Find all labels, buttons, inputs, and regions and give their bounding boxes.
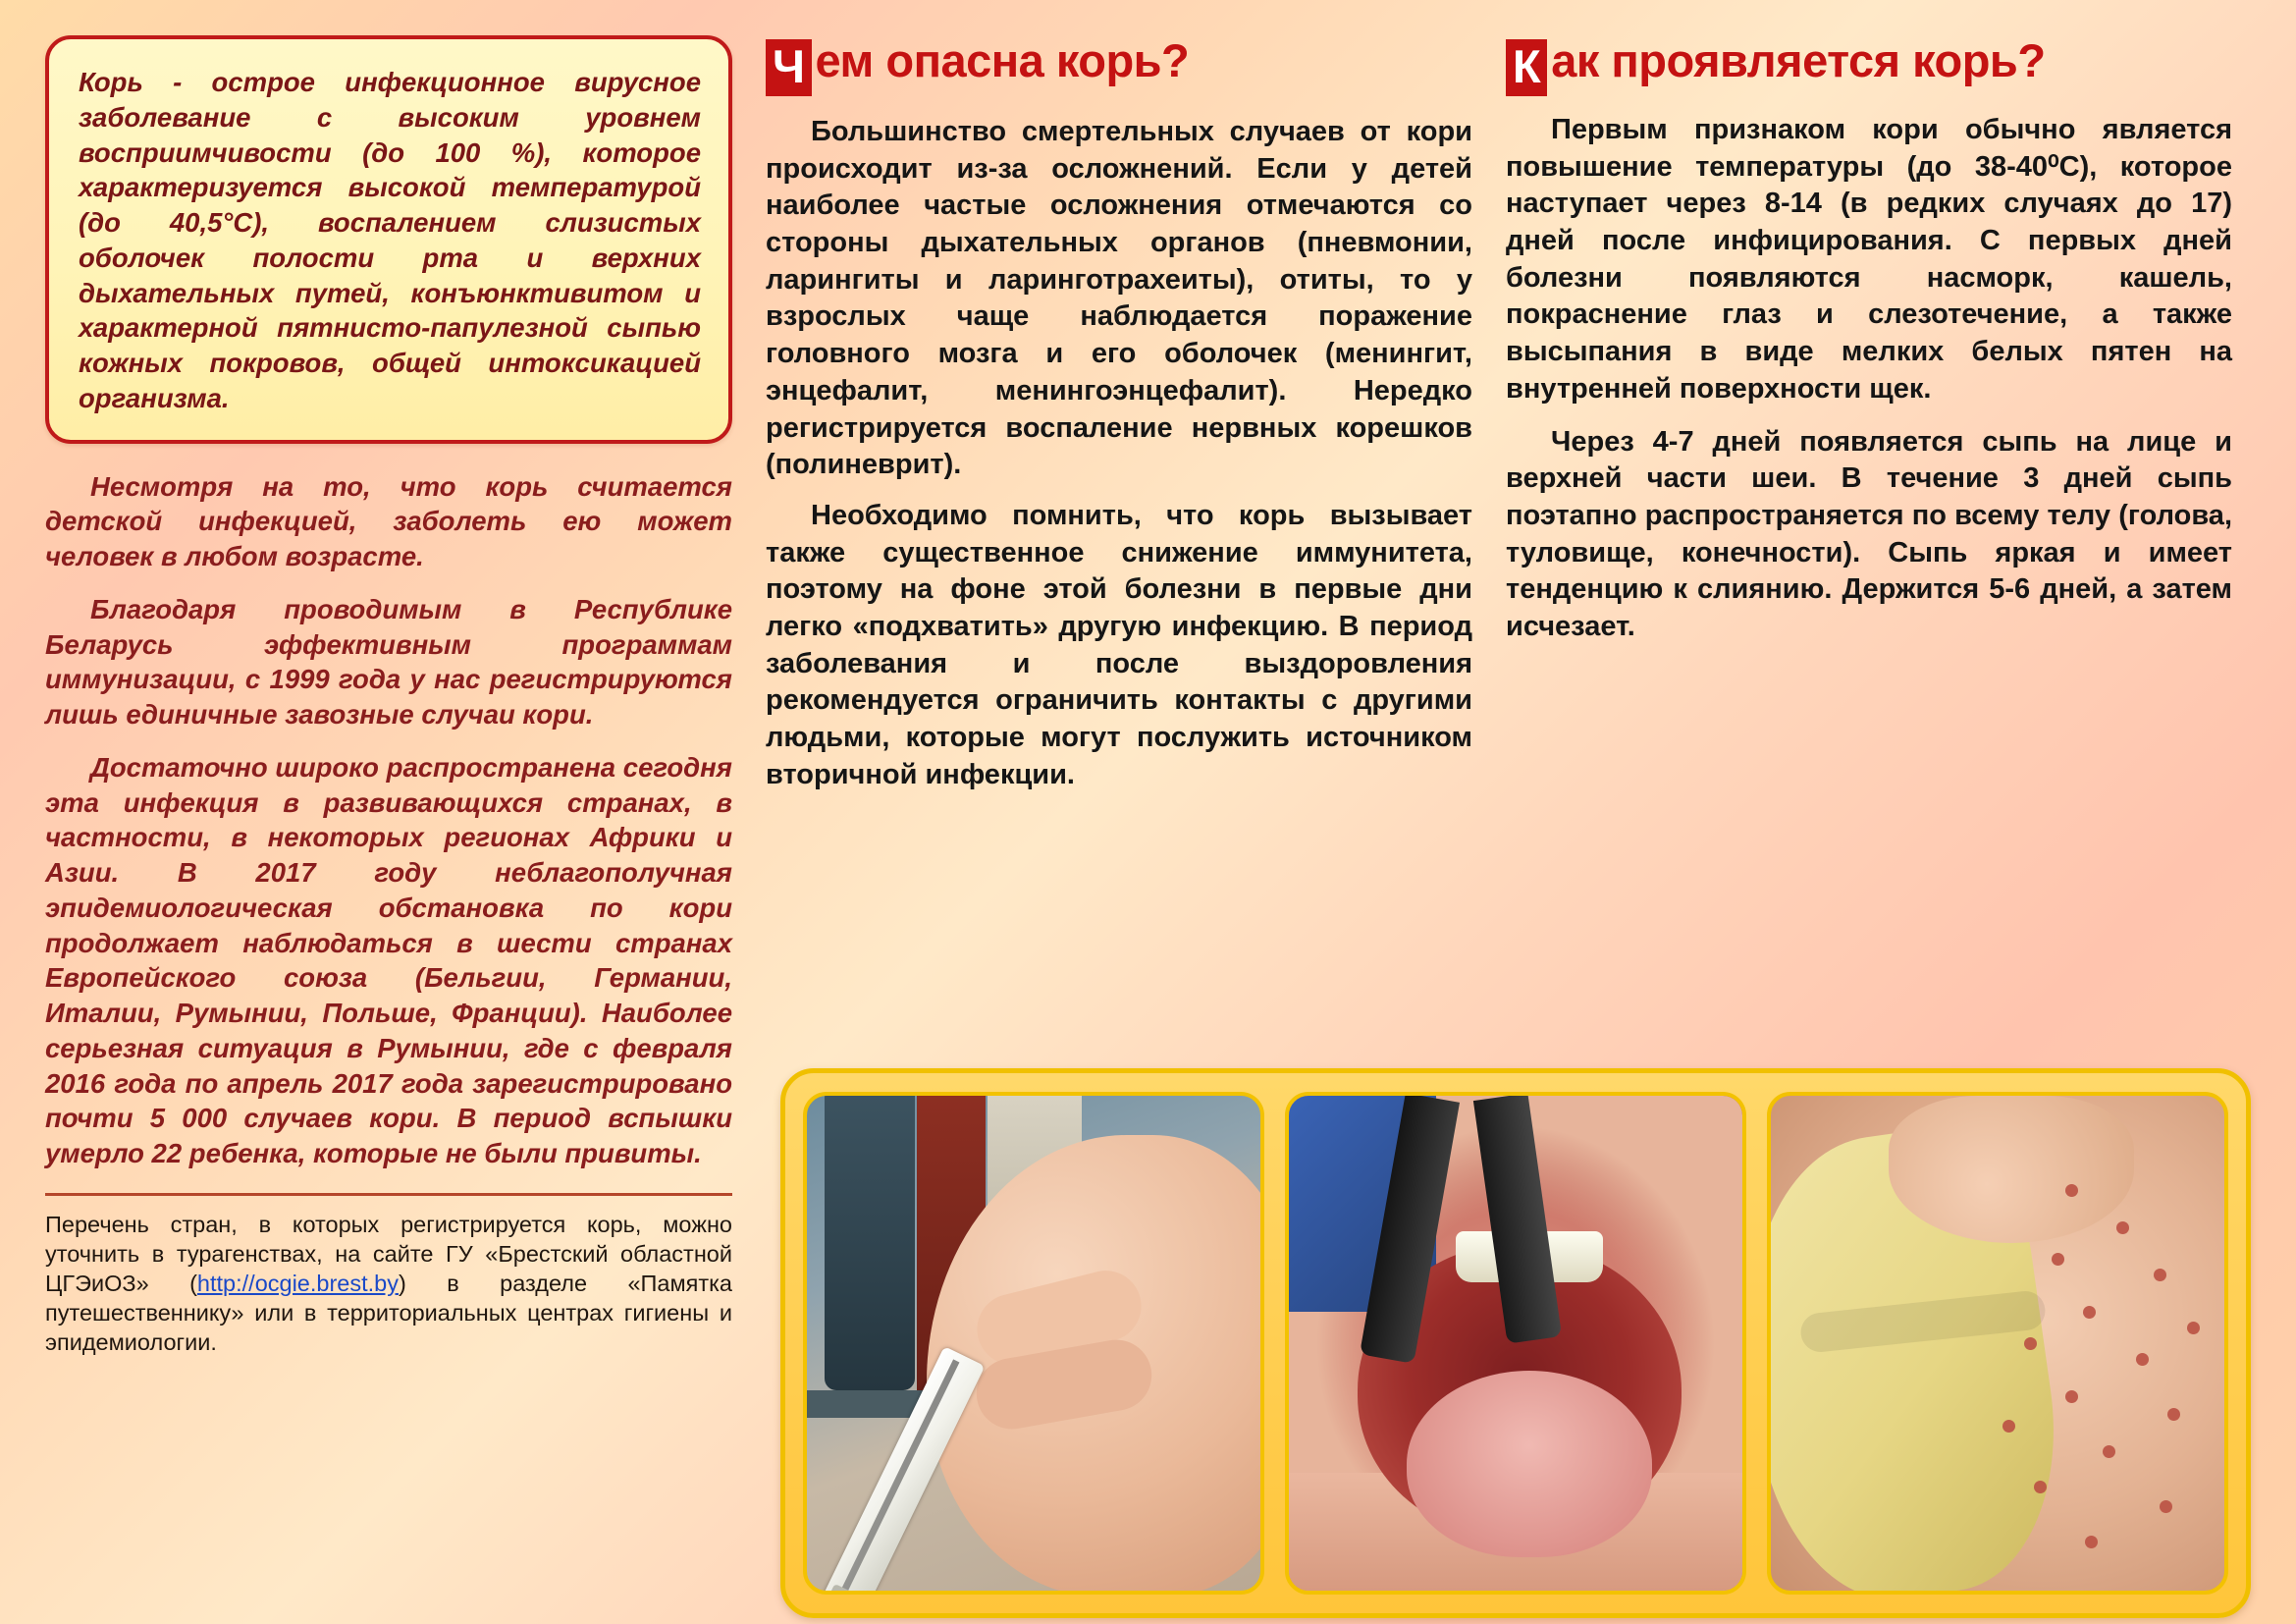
rash-spot [2034, 1481, 2047, 1493]
mouth-exam-photo [1285, 1092, 1746, 1595]
rash-spot [2002, 1420, 2015, 1433]
divider-rule [45, 1193, 732, 1196]
middle-heading-dropcap: Ч [766, 39, 812, 96]
cgeioz-link[interactable]: http://ocgie.brest.by [196, 1270, 399, 1296]
footnote-text-after: ) в разделе «Памятка путешественнику» или в территориальных центрах гигиены и эпидемиологии. [45, 1270, 732, 1356]
right-heading-dropcap: К [1506, 39, 1547, 96]
middle-heading [766, 35, 1472, 96]
rash-spot [2052, 1253, 2064, 1266]
rash-spot [2160, 1500, 2172, 1513]
rash-spot [2187, 1322, 2200, 1334]
left-column [45, 35, 732, 1595]
rash-spot [2083, 1306, 2096, 1319]
middle-heading-rest: ем опасна корь? [815, 34, 1190, 86]
right-paragraph-1: Первым признаком кори обычно является повышение температуры (до 38-40⁰С), которое наступает через 8-14 (в редких случаях до 17) дней после инфицирования. С первых дней болезни появляются насморк, кашель, покраснение глаз и слезотечение, а также высыпания в виде мелких белых пятен на внутренней поверхности щек. [1506, 114, 2232, 405]
right-paragraph-2: Через 4-7 дней появляется сыпь на лице и верхней части шеи. В течение 3 дней сыпь поэтапно распространяется по всему телу (голова, туловище, конечности). Сыпь яркая и имеет тенденцию к слиянию. Держится 5-6 дней, а затем исчезает. [1506, 425, 2232, 642]
rash-spot [2103, 1445, 2115, 1458]
rash-spot [2116, 1221, 2129, 1234]
thermometer-photo [803, 1092, 1264, 1595]
rash-shoulder-photo [1767, 1092, 2228, 1595]
rash-spot [2085, 1536, 2098, 1548]
rash-spot [2024, 1337, 2037, 1350]
photo1-bottle-a [825, 1096, 915, 1390]
left-paragraph-2: Благодаря проводимым в Республике Беларусь эффективным программам иммунизации, с 1999 года у нас регистрируются лишь единичные завозные случаи кори. [45, 593, 732, 730]
definition-text: Корь - острое инфекционное вирусное заболевание с высоким уровнем восприимчивости (до 100 %), которое характеризуется высокой температурой (до 40,5°С), воспалением слизистых оболочек полости рта и верхних дыхательных путей, конъюнктивитом и характерной пятнисто-папулезной сыпью кожных покровов, общей интоксикацией организма. [79, 67, 701, 413]
rash-spot [2167, 1408, 2180, 1421]
left-paragraph-1: Несмотря на то, что корь считается детской инфекцией, заболеть ею может человек в любом возрасте. [45, 470, 732, 571]
footnote-text-before: Перечень стран, в которых регистрируется корь, можно уточнить в турагенствах, на сайте ГУ «Брестский областной ЦГЭиОЗ» ( [45, 1211, 732, 1296]
rash-spot [2065, 1184, 2078, 1197]
middle-paragraph-1: Большинство смертельных случаев от кори происходит из-за осложнений. Если у детей наиболее частые осложнения отмечаются со стороны дыхательных органов (пневмонии, ларингиты и ларинготрахеиты), отиты, то у взрослых чаще наблюдается поражение головного мозга и его оболочек (менингит, энцефалит, менингоэнцефалит). Нередко регистрируется воспаление нервных корешков (полиневрит). [766, 116, 1472, 481]
middle-paragraph-2: Необходимо помнить, что корь вызывает также существенное снижение иммунитета, поэтому на фоне этой болезни в первые дни легко «подхватить» другую инфекцию. В период заболевания и после выздоровления рекомендуется ограничить контакты с другими людьми, которые могут послужить источником вторичной инфекции. [766, 499, 1472, 790]
right-heading-rest: ак проявляется корь? [1551, 34, 2046, 86]
rash-spot [2065, 1390, 2078, 1403]
photo2-tongue [1407, 1371, 1652, 1557]
right-heading [1506, 35, 2232, 96]
left-paragraph-3: Достаточно широко распространена сегодня эта инфекция в развивающихся странах, в частности, в некоторых регионах Африки и Азии. В 2017 году неблагополучная эпидемиологическая обстановка по кори продолжает наблюдаться в шести странах Европейского союза (Бельгии, Германии, Италии, Румынии, Польше, Франции). Наиболее серьезная ситуация в Румынии, где с февраля 2016 года по апрель 2017 года зарегистрировано почти 5 000 случаев кори. В период вспышки умерло 22 ребенка, которые не были привиты. [45, 751, 732, 1168]
rash-spot [2154, 1269, 2166, 1281]
photo-strip [780, 1068, 2251, 1618]
definition-callout [45, 35, 732, 444]
footnote [45, 1210, 732, 1357]
rash-spot [2136, 1353, 2149, 1366]
photo3-hand [1889, 1096, 2134, 1243]
